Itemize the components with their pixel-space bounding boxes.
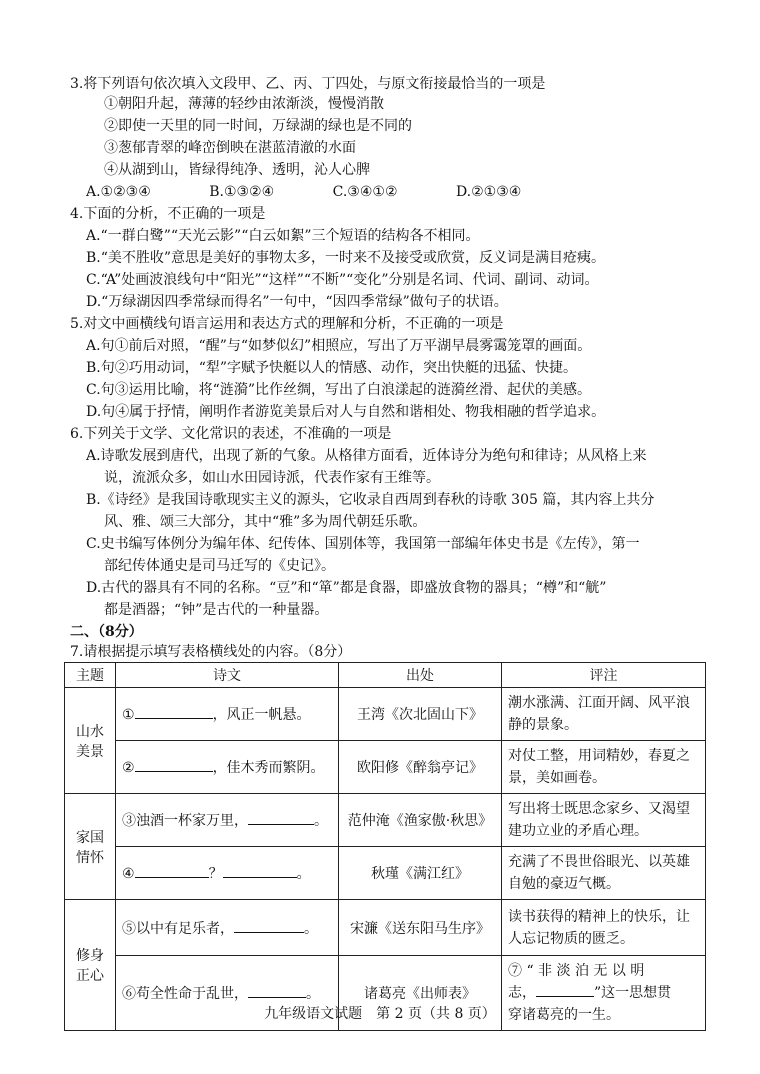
answer-blank[interactable]: [234, 918, 304, 933]
section-heading: 二、（8分）: [70, 624, 143, 640]
poem-cell: ① ，风正一帆悬。: [116, 688, 339, 741]
source-cell: 范仲淹《渔家傲·秋思》: [339, 794, 502, 847]
q3-option-d: D.②①③④: [455, 184, 522, 200]
page-footer: 九年级语文试题 第 2 页（共 8 页）: [264, 1006, 496, 1022]
q6-stem: 6.下列关于文学、文化常识的表述，不准确的一项是: [70, 426, 392, 442]
q6-option-c-line2: 部纪传体通史是司马迁写的《史记》。: [104, 558, 335, 574]
poem-cell: ② ，佳木秀而繁阴。: [116, 741, 339, 794]
answer-blank[interactable]: [135, 757, 213, 772]
q6-option-c-line1: C.史书编写体例分为编年体、纪传体、国别体等，我国第一部编年体史书是《左传》，第一: [86, 536, 640, 552]
answer-blank[interactable]: [248, 810, 314, 825]
q3-sentence-2: ②即使一天里的同一时间，万绿湖的绿也是不同的: [104, 118, 412, 134]
note-cell: 潮水涨满、江面开阔、风平浪静的景象。: [502, 688, 706, 741]
q4-option-d: D.“万绿湖因四季常绿而得名”一句中，“因四季常绿”做句子的状语。: [86, 294, 508, 310]
poem-cell: ⑤以中有足乐者， 。: [116, 900, 339, 956]
table-header-row: [65, 663, 706, 688]
source-cell: 王湾《次北固山下》: [339, 688, 502, 741]
note-cell: 读书获得的精神上的快乐，让人忘记物质的匮乏。: [502, 900, 706, 956]
header-source: 出处: [339, 663, 502, 688]
note-cell: 写出将士既思念家乡、又渴望建功立业的矛盾心理。: [502, 794, 706, 847]
q6-option-b-line1: B.《诗经》是我国诗歌现实主义的源头，它收录自西周到春秋的诗歌 305 篇，其内容上共分: [86, 492, 655, 508]
q4-stem: 4.下面的分析，不正确的一项是: [70, 206, 266, 222]
topic-cell: 家国 情怀: [65, 794, 116, 900]
q3-stem: 3.将下列语句依次填入文段甲、乙、丙、丁四处，与原文衔接最恰当的一项是: [70, 76, 546, 92]
topic-cell: 修身 正心: [65, 900, 116, 1031]
q6-option-d-line1: D.古代的器具有不同的名称。“豆”和“箪”都是食器，即盛放食物的器具；“樽”和“觥”: [86, 580, 607, 596]
q3-option-a: A.①②③④: [86, 184, 151, 200]
answer-blank[interactable]: [248, 983, 306, 998]
table-row: [65, 900, 706, 956]
q6-option-b-line2: 风、雅、颂三大部分，其中“雅”多为周代朝廷乐歌。: [104, 514, 427, 530]
answer-blank[interactable]: [135, 704, 213, 719]
source-cell: 秋瑾《满江红》: [339, 847, 502, 900]
answer-blank[interactable]: [223, 863, 297, 878]
source-cell: 欧阳修《醉翁亭记》: [339, 741, 502, 794]
q3-options: [86, 182, 575, 202]
q3-sentence-3: ③葱郁青翠的峰峦倒映在湛蓝清澈的水面: [104, 140, 356, 156]
q6-option-a-line1: A.诗歌发展到唐代，出现了新的气象。从格律方面看，近体诗分为绝句和律诗；从风格上来: [86, 448, 647, 464]
q5-option-b: B.句②巧用动词，“犁”字赋予快艇以人的情感、动作，突出快艇的迅猛、快捷。: [86, 360, 578, 376]
source-cell: 诸葛亮《出师表》: [339, 956, 502, 1031]
q4-option-a: A.“一群白鹭”“天光云影”“白云如絮”三个短语的结构各不相同。: [86, 228, 480, 244]
q5-stem: 5.对文中画横线句语言运用和表达方式的理解和分析，不正确的一项是: [70, 316, 504, 332]
q5-option-c: C.句③运用比喻，将“涟漪”比作丝绸，写出了白浪漾起的涟漪丝滑、起伏的美感。: [86, 382, 591, 398]
table-row: [65, 847, 706, 900]
header-note: 评注: [502, 663, 706, 688]
note-cell: 充满了不畏世俗眼光、以英雄自勉的豪迈气概。: [502, 847, 706, 900]
q5-option-d: D.句④属于抒情，阐明作者游览美景后对人与自然和谐相处、物我相融的哲学追求。: [86, 404, 606, 420]
table-row: [65, 741, 706, 794]
q3-option-c: C.③④①②: [332, 184, 398, 200]
header-poem: 诗文: [116, 663, 339, 688]
q3-sentence-1: ①朝阳升起，薄薄的轻纱由浓渐淡，慢慢消散: [104, 96, 384, 112]
q6-option-a-line2: 说，流派众多，如山水田园诗派，代表作家有王维等。: [104, 470, 440, 486]
q4-option-c: C.“A”处画波浪线句中“阳光”“这样”“不断”“变化”分别是名词、代词、副词、动词。: [86, 272, 599, 288]
q5-option-a: A.句①前后对照，“醒”与“如梦似幻”相照应，写出了万平湖早晨雾霭笼罩的画面。: [86, 338, 592, 354]
poem-cell: ④ ？ 。: [116, 847, 339, 900]
header-topic: 主题: [65, 663, 116, 688]
answer-blank[interactable]: [536, 982, 594, 997]
topic-cell: 山水 美景: [65, 688, 116, 794]
q3-option-b: B.①③②④: [209, 184, 275, 200]
q7-stem: 7.请根据提示填写表格横线处的内容。（8分）: [70, 644, 352, 660]
q7-table: [64, 662, 706, 1031]
note-cell: 对仗工整，用词精妙，春夏之景，美如画卷。: [502, 741, 706, 794]
poem-cell: ⑥苟全性命于乱世， 。: [116, 956, 339, 1031]
table-row: [65, 794, 706, 847]
answer-blank[interactable]: [135, 863, 209, 878]
source-cell: 宋濂《送东阳马生序》: [339, 900, 502, 956]
q3-sentence-4: ④从湖到山，皆绿得纯净、透明，沁人心脾: [104, 162, 370, 178]
note-cell: ⑦ “ 非 淡 泊 无 以 明 志， ”这一思想贯 穿诸葛亮的一生。: [502, 956, 706, 1031]
q4-option-b: B.“美不胜收”意思是美好的事物太多，一时来不及接受或欣赏，反义词是满目疮痍。: [86, 250, 606, 266]
poem-cell: ③浊酒一杯家万里， 。: [116, 794, 339, 847]
table-row: [65, 688, 706, 741]
q6-option-d-line2: 都是酒器；“钟”是古代的一种量器。: [104, 602, 329, 618]
